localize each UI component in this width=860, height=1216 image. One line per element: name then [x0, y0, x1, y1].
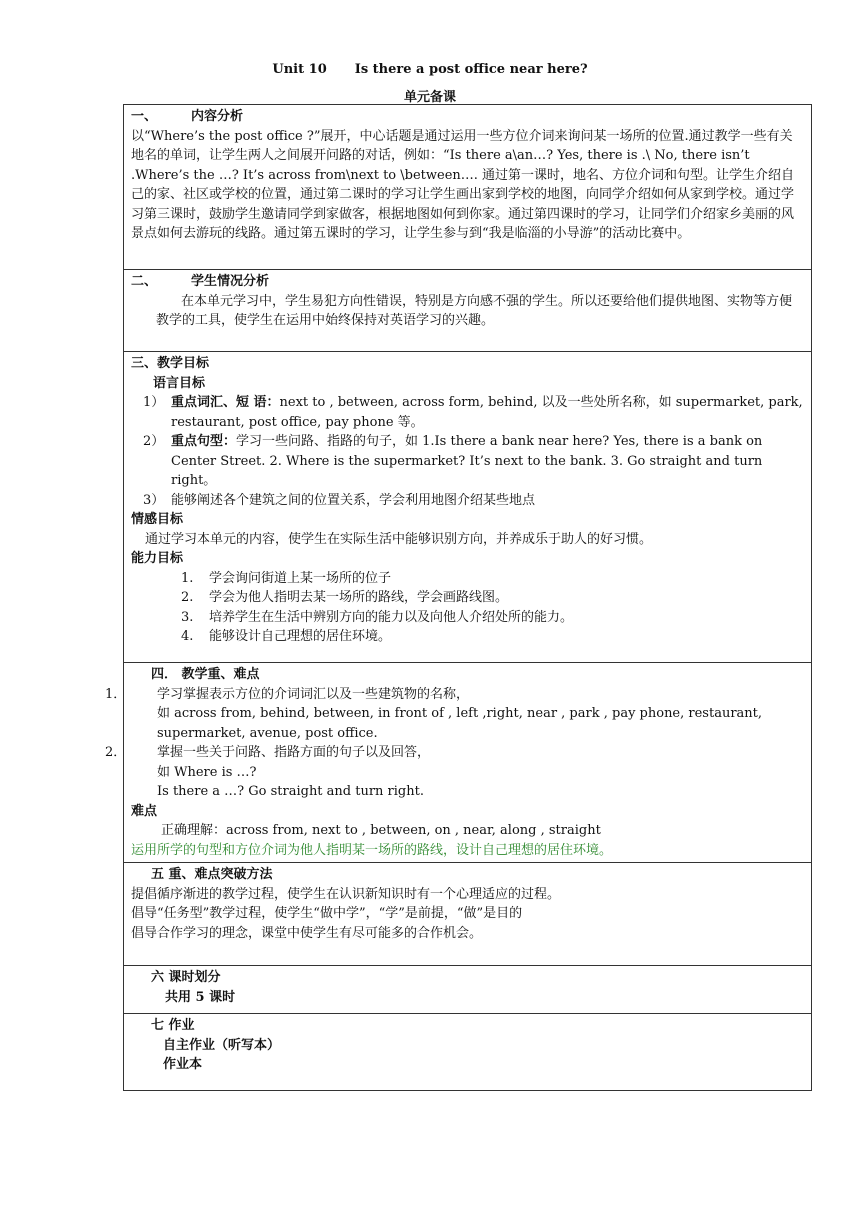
keypoint-item: 2． 掌握一些关于问路、指路方面的句子以及回答，	[105, 745, 431, 760]
method-line: 倡导“任务型”教学过程，使学生“做中学”，“学”是前提，“做”是目的	[131, 906, 523, 921]
ability-goals-heading: 能力目标	[131, 551, 184, 566]
section-heading: 三、教学目标	[131, 356, 210, 371]
section-homework	[124, 1014, 812, 1091]
emotion-goals-text: 通过学习本单元的内容，使学生在实际生活中能够识别方向，并养成乐于助人的好习惯。	[145, 531, 653, 547]
section-heading: 四． 教学重、难点	[151, 667, 260, 682]
section-heading: 一、 内容分析	[131, 109, 244, 124]
emotion-goals-heading: 情感目标	[131, 512, 184, 527]
keypoint-example: Is there a …? Go straight and turn right.	[157, 784, 424, 799]
ability-goal-item: 3. 培养学生在生活中辨别方向的能力以及向他人介绍处所的能力。	[181, 609, 574, 625]
schedule-text: 共用 5 课时	[165, 989, 236, 1005]
keypoint-example: 如 across from, behind, between, in front of , left ,right, near , park , pay phone, restaurant, supermarket, avenue, post office.	[157, 706, 763, 741]
keypoint-example: 如 Where is …?	[157, 764, 257, 780]
difficult-text: 正确理解：across from, next to , between, on , near, along , straight	[161, 823, 601, 838]
method-line: 提倡循序渐进的教学过程，使学生在认识新知识时有一个心理适应的过程。	[131, 886, 561, 902]
lesson-plan-table	[105, 104, 812, 1091]
section-content	[124, 105, 812, 270]
keypoint-item: 1． 学习掌握表示方位的介词词汇以及一些建筑物的名称，	[105, 686, 470, 702]
language-goals-heading: 语言目标	[153, 375, 206, 391]
homework-item: 自主作业（听写本）	[163, 1037, 281, 1053]
section-students	[124, 270, 812, 352]
section-methods	[124, 863, 812, 966]
difficult-heading: 难点	[131, 803, 158, 819]
document-subtitle: 单元备课	[403, 90, 456, 105]
content-analysis-text: 以“Where’s the post office ?”展开，中心话题是通过运用一些方位介词来询问某一场所的位置.通过教学一些有关地名的单词，让学生两人之间展开问路的对话，例如：“Is there a\an…? Yes, there is .\ No, there isn’t .Where’s the …? It’s across from\next to \between…. 通过第一课时，地名、方位介词和句型。让学生介绍自己的家、社区或学校的位置，通过第二课时的学习让学生画出家到学校的地图，向同学介绍如何从家到学校。通过学习第三课时，鼓励学生邀请同学到家做客，根据地图如何到你家。通过第四课时的学习，让同学们介绍家乡美丽的风景点如何去游玩的线路。通过第五课时的学习，让学生参与到“我是临淄的小导游”的活动比赛中。	[131, 128, 795, 241]
section-goals	[124, 352, 812, 663]
method-line: 倡导合作学习的理念，课堂中使学生有尽可能多的合作机会。	[131, 925, 483, 941]
section-heading: 二、 学生情况分析	[131, 274, 270, 289]
section-heading: 七 作业	[151, 1018, 195, 1033]
difficult-highlight-text: 运用所学的句型和方位介词为他人指明某一场所的路线，设计自己理想的居住环境。	[131, 842, 613, 858]
homework-item: 作业本	[163, 1057, 203, 1072]
section-heading: 五 重、难点突破方法	[151, 867, 273, 882]
unit-question: Is there a post office near here?	[354, 62, 588, 77]
language-goal-item: 1） 重点词汇、短 语：next to , between, across form, behind, 以及一些处所名称，如 supermarket, park, restaurant, post office, pay phone 等。	[143, 395, 803, 430]
unit-label: Unit 10	[272, 62, 327, 77]
section-heading: 六 课时划分	[151, 970, 221, 985]
section-schedule	[124, 966, 812, 1014]
language-goal-item: 2） 重点句型：学习一些问路、指路的句子，如 1.Is there a bank near here? Yes, there is a bank on Center Street. 2. Where is the supermarket? It’s next to the bank. 3. Go straight and turn right。	[143, 434, 763, 488]
section-keypoints	[124, 663, 812, 863]
students-analysis-text: 在本单元学习中，学生易犯方向性错误，特别是方向感不强的学生。所以还要给他们提供地图、实物等方便教学的工具，使学生在运用中始终保持对英语学习的兴趣。	[156, 293, 793, 328]
ability-goal-item: 1. 学会询问街道上某一场所的位子	[181, 570, 392, 586]
document-title	[0, 62, 860, 77]
ability-goal-item: 4. 能够设计自己理想的居住环境。	[181, 629, 392, 644]
language-goal-item: 3） 能够阐述各个建筑之间的位置关系，学会利用地图介绍某些地点	[143, 492, 536, 508]
ability-goal-item: 2. 学会为他人指明去某一场所的路线，学会画路线图。	[181, 590, 509, 605]
